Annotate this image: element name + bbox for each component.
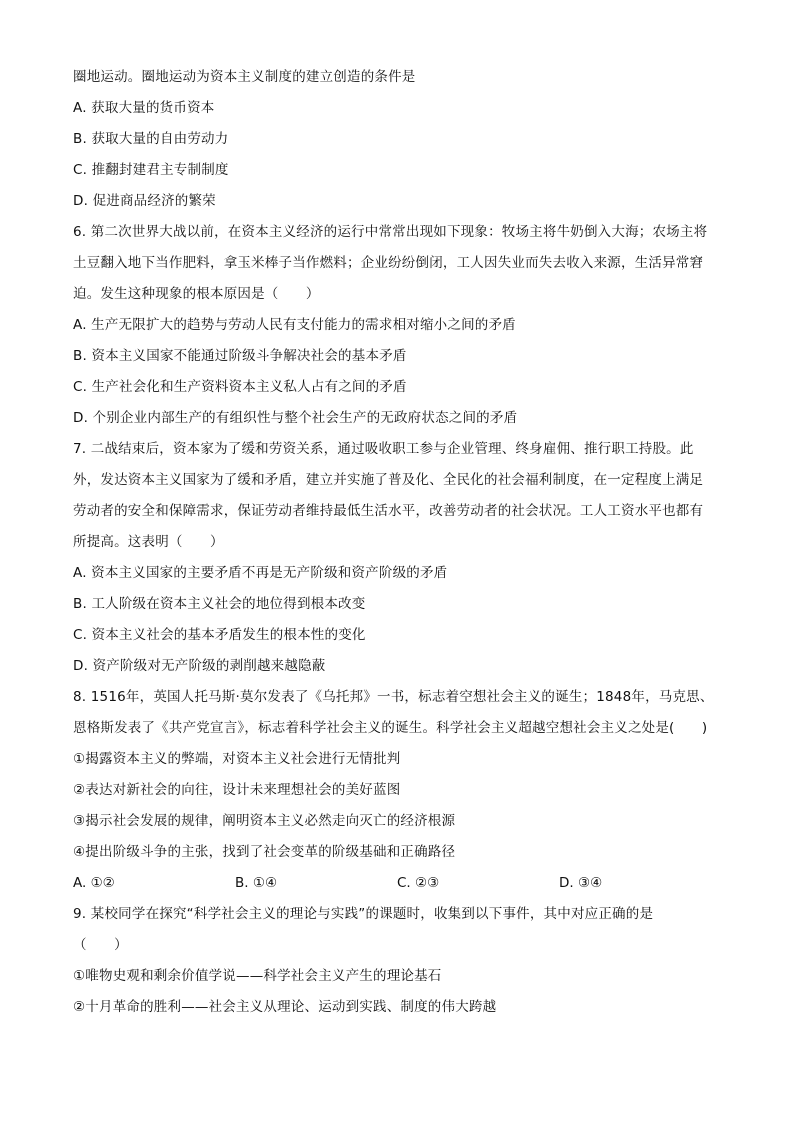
q6-option-b: B. 资本主义国家不能通过阶级斗争解决社会的基本矛盾 (73, 348, 407, 364)
q8-stem-line: 恩格斯发表了《共产党宣言》，标志着科学社会主义的诞生。科学社会主义超越空想社会主义之处是( ) (73, 720, 708, 736)
q5-option-d: D. 促进商品经济的繁荣 (73, 193, 216, 209)
q5-option-a: A. 获取大量的货币资本 (73, 100, 215, 116)
q9-statement-2: ②十月革命的胜利——社会主义从理论、运动到实践、制度的伟大跨越 (73, 999, 497, 1015)
q9-statement-1: ①唯物史观和剩余价值学说——科学社会主义产生的理论基石 (73, 968, 442, 984)
q8-choice-d: D. ③④ (559, 875, 603, 891)
q6-stem-line: 迫。发生这种现象的根本原因是（ ） (73, 286, 320, 302)
question-8 (73, 682, 723, 899)
q7-stem-line: 外，发达资本主义国家为了缓和矛盾，建立并实施了普及化、全民化的社会福利制度，在一定程度上满足 (73, 472, 704, 488)
q6-stem-line: 6. 第二次世界大战以前，在资本主义经济的运行中常常出现如下现象：牧场主将牛奶倒入大海；农场主将 (73, 224, 708, 240)
q8-choice-c: C. ②③ (397, 875, 440, 891)
q8-statement-1: ①揭露资本主义的弊端，对资本主义社会进行无情批判 (73, 751, 401, 767)
question-6 (73, 217, 723, 434)
q8-statement-2: ②表达对新社会的向往，设计未来理想社会的美好蓝图 (73, 782, 401, 798)
q6-stem-line: 土豆翻入地下当作肥料，拿玉米棒子当作燃料；企业纷纷倒闭，工人因失业而失去收入来源，生活异常窘 (73, 255, 704, 271)
q8-stem-line: 8. 1516年，英国人托马斯·莫尔发表了《乌托邦》一书，标志着空想社会主义的诞生；1848年，马克思、 (73, 689, 714, 705)
q7-option-c: C. 资本主义社会的基本矛盾发生的根本性的变化 (73, 627, 366, 643)
q7-stem-line: 7. 二战结束后，资本家为了缓和劳资关系，通过吸收职工参与企业管理、终身雇佣、推行职工持股。此 (73, 441, 694, 457)
q6-option-a: A. 生产无限扩大的趋势与劳动人民有支付能力的需求相对缩小之间的矛盾 (73, 317, 516, 333)
q5-options (73, 93, 723, 217)
q8-statement-3: ③揭示社会发展的规律，阐明资本主义必然走向灭亡的经济根源 (73, 813, 456, 829)
question-9 (73, 899, 723, 1023)
q6-option-c: C. 生产社会化和生产资料资本主义私人占有之间的矛盾 (73, 379, 407, 395)
question-7 (73, 434, 723, 682)
q7-stem-line: 所提高。这表明（ ） (73, 534, 224, 550)
q5-option-b: B. 获取大量的自由劳动力 (73, 131, 229, 147)
q8-choices (73, 868, 723, 899)
q7-option-a: A. 资本主义国家的主要矛盾不再是无产阶级和资产阶级的矛盾 (73, 565, 448, 581)
q8-choice-a: A. ①② (73, 875, 115, 891)
q9-stem-line: （ ） (73, 937, 128, 953)
q5-stem-continuation: 圈地运动。圈地运动为资本主义制度的建立创造的条件是 (73, 69, 416, 85)
exam-page (73, 62, 723, 1023)
q7-stem-line: 劳动者的安全和保障需求，保证劳动者维持最低生活水平，改善劳动者的社会状况。工人工资水平也都有 (73, 503, 704, 519)
q8-choice-b: B. ①④ (235, 875, 278, 891)
q7-option-d: D. 资产阶级对无产阶级的剥削越来越隐蔽 (73, 658, 326, 674)
q9-stem-line: 9. 某校同学在探究“科学社会主义的理论与实践”的课题时，收集到以下事件，其中对应正确的是 (73, 906, 654, 922)
q5-option-c: C. 推翻封建君主专制制度 (73, 162, 229, 178)
q7-option-b: B. 工人阶级在资本主义社会的地位得到根本改变 (73, 596, 366, 612)
q8-statement-4: ④提出阶级斗争的主张，找到了社会变革的阶级基础和正确路径 (73, 844, 456, 860)
q6-option-d: D. 个别企业内部生产的有组织性与整个社会生产的无政府状态之间的矛盾 (73, 410, 518, 426)
